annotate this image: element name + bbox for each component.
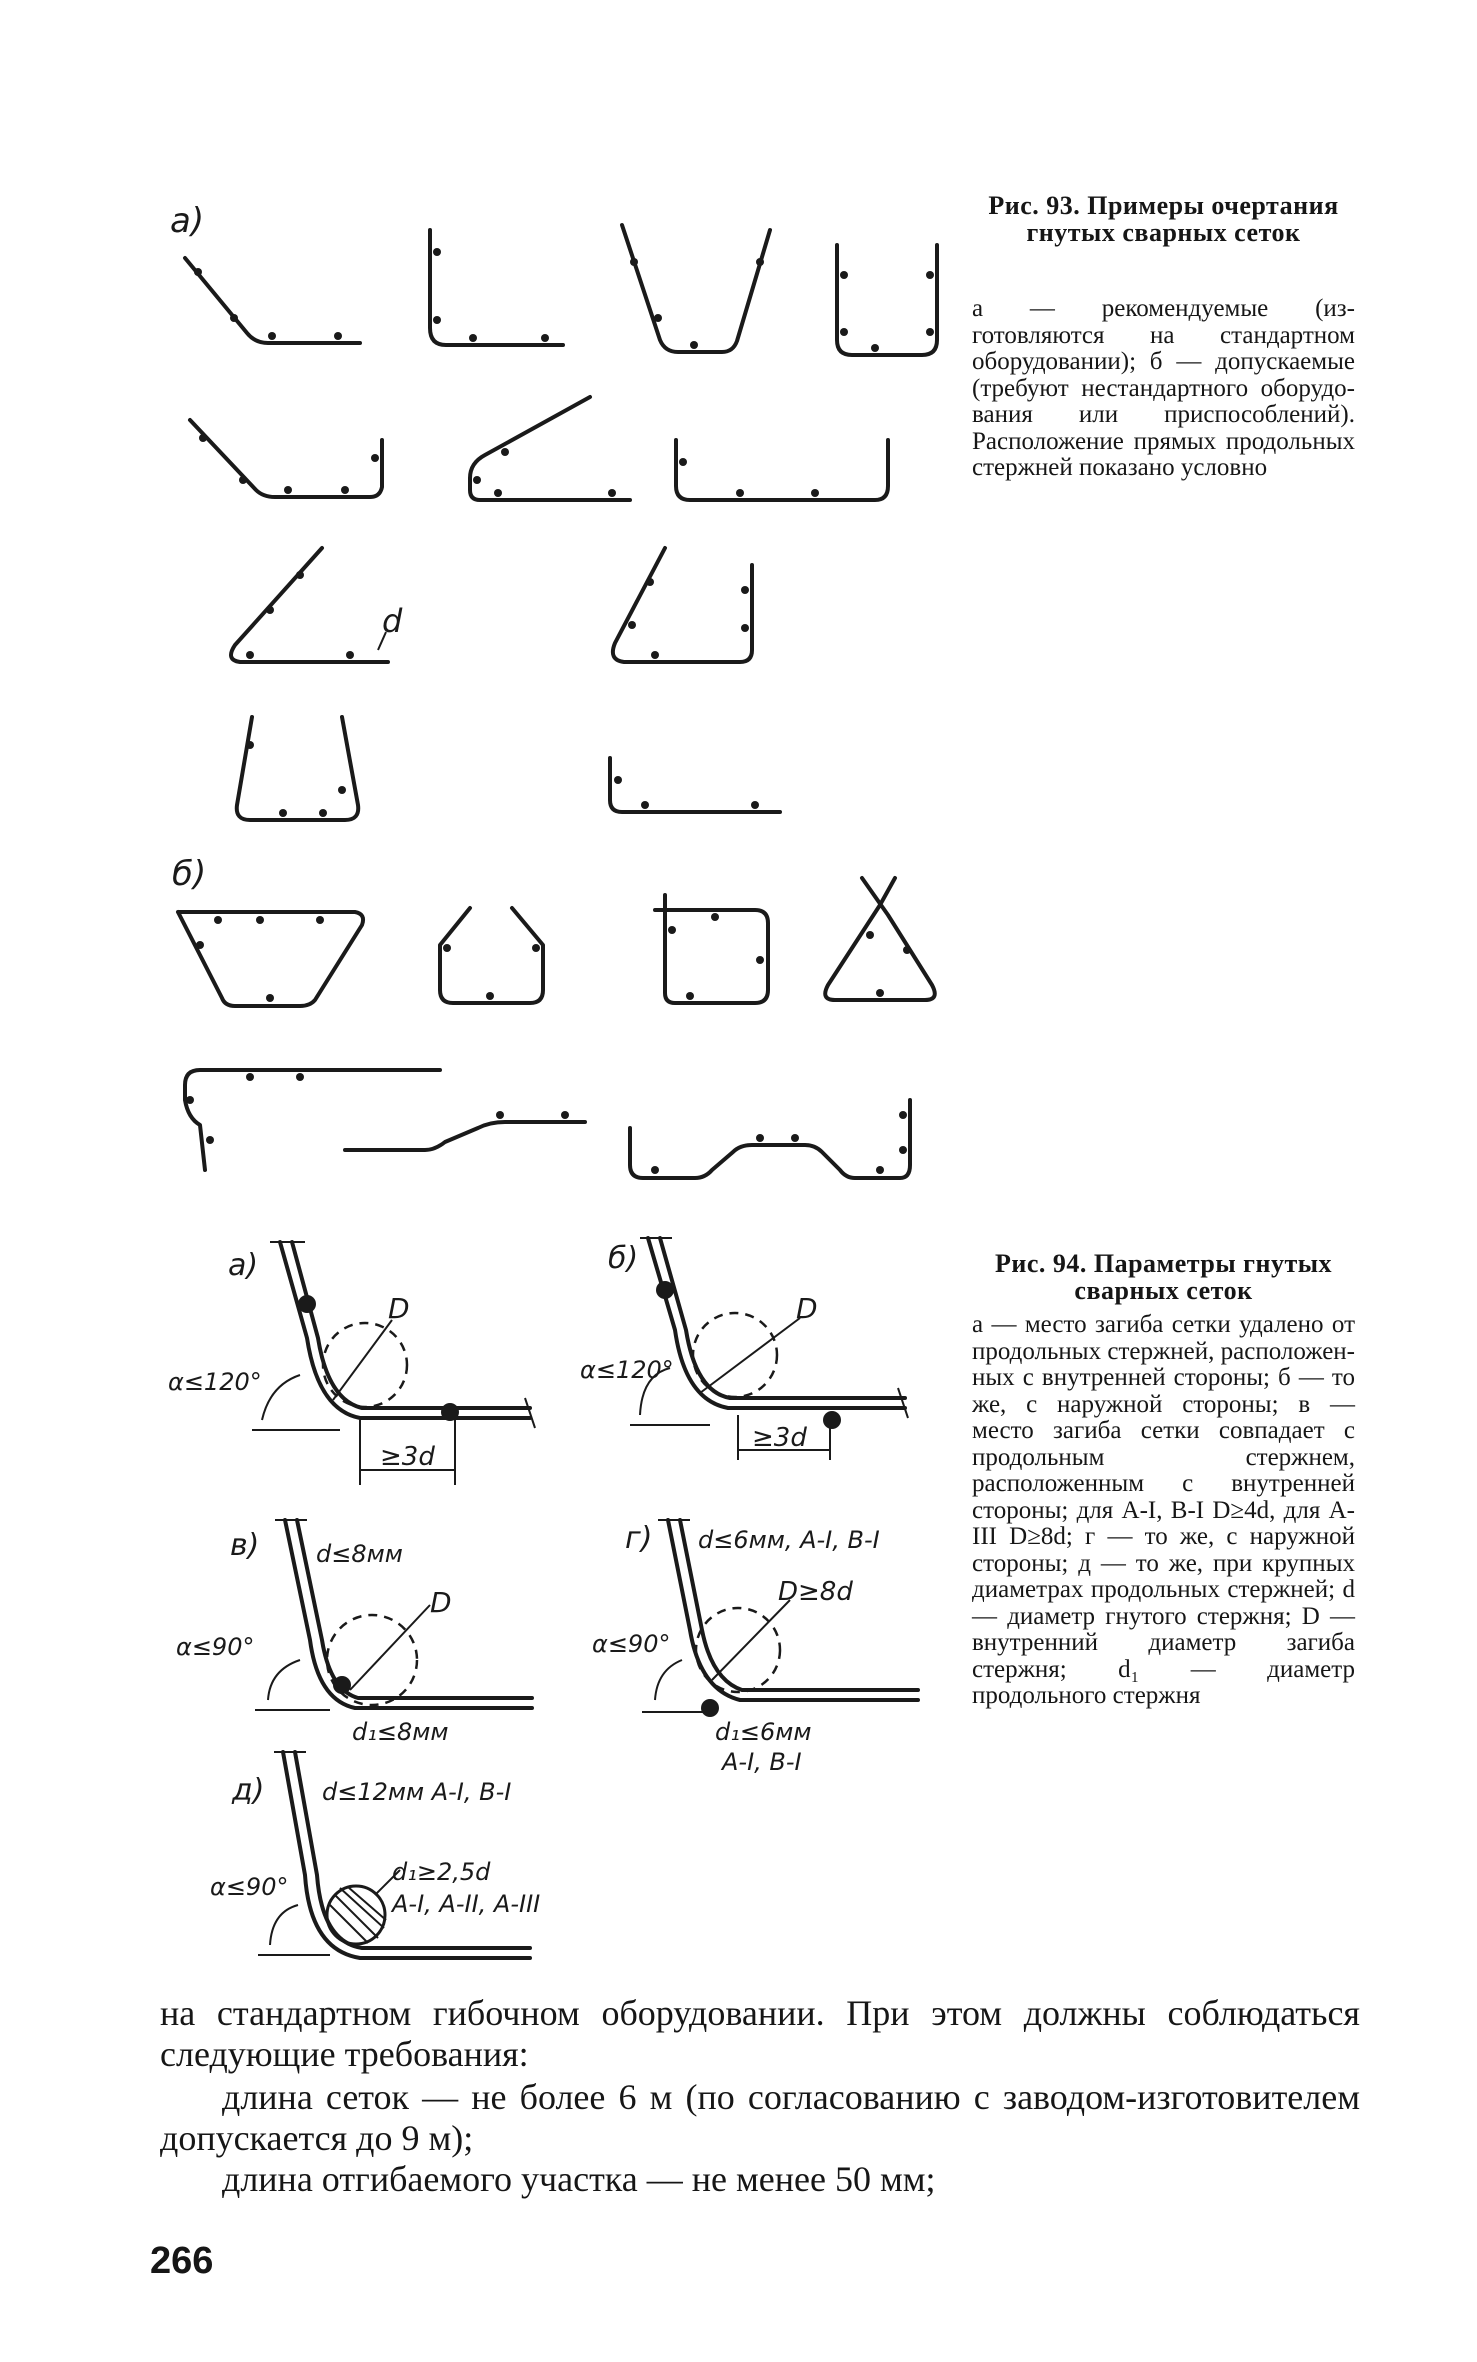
fig94-caption: а — место загиба сетки удалено от продольных стержней, расположенных с внутренней стороны; б — то же, с наружной стороны; в — место загиба сетки совпадает с продольным стержнем, расположенным с внутренней стороны; для A-I, B-I D≥4d, для A-III D≥8d; г — то же, с наружной стороны; д — то же, при крупных диаметрах продольных стержней; d — диаметр гнутого стержня; D — внутренний диаметр загиба стержня; d₁ — диаметр продольного стержня <box>972 1311 1355 1709</box>
panel-d <box>210 1752 540 1958</box>
svg-text:d≤12мм А-I, В-I: d≤12мм А-I, В-I <box>322 1778 512 1806</box>
svg-text:≥3d: ≥3d <box>752 1423 807 1453</box>
page-number: 266 <box>150 2240 214 2282</box>
svg-text:α≤120°: α≤120° <box>168 1368 262 1396</box>
svg-text:А-I, В-I: А-I, В-I <box>722 1748 802 1776</box>
longitudinal-bar <box>823 1411 841 1429</box>
fig93-caption: а — рекомендуемые (изготовляются на стандартном оборудовании); б — допускаемые (требуют нестандартного оборудования или приспособлений). Расположение прямых продольных стержней показано условно <box>972 295 1355 481</box>
fig93-label-b: б) <box>172 854 207 894</box>
panel-a <box>168 1242 535 1485</box>
svg-text:α≤90°: α≤90° <box>176 1633 255 1661</box>
svg-text:d₁≤6мм: d₁≤6мм <box>715 1718 812 1746</box>
longitudinal-bar <box>298 1295 316 1313</box>
fig93-label-a: а) <box>170 201 205 241</box>
svg-text:в): в) <box>230 1528 260 1563</box>
svg-text:а): а) <box>228 1248 259 1283</box>
body-paragraph-3: длина отгибаемого участка — не менее 50 мм; <box>222 2159 936 2199</box>
svg-text:D: D <box>388 1292 410 1325</box>
svg-text:d₁≥2,5d: d₁≥2,5d <box>392 1858 491 1886</box>
svg-text:D≥8d: D≥8d <box>778 1577 853 1607</box>
fig93-title: Рис. 93. Примеры очертания гнутых сварных сеток <box>988 191 1339 247</box>
svg-text:D: D <box>430 1586 452 1619</box>
svg-text:г): г) <box>625 1521 653 1556</box>
body-paragraph-1: на стандартном гибочном оборудовании. При этом должны соблюдаться следующие требования: <box>160 1993 1360 2074</box>
longitudinal-bar <box>701 1699 719 1717</box>
fig93-label-d: d <box>382 602 403 640</box>
panel-g <box>592 1520 918 1776</box>
svg-text:α≤90°: α≤90° <box>592 1630 671 1658</box>
panel-v <box>176 1520 532 1746</box>
panel-b <box>580 1238 908 1460</box>
svg-text:α≤90°: α≤90° <box>210 1873 289 1901</box>
svg-text:d≤8мм: d≤8мм <box>316 1540 403 1568</box>
svg-text:α≤120°: α≤120° <box>580 1356 674 1384</box>
svg-text:≥3d: ≥3d <box>380 1442 435 1472</box>
longitudinal-bar <box>441 1403 459 1421</box>
svg-text:D: D <box>796 1292 818 1325</box>
fig94-title: Рис. 94. Параметры гнутых сварных сеток <box>994 1249 1333 1305</box>
svg-text:d≤6мм, А-I, В-I: d≤6мм, А-I, В-I <box>698 1526 880 1554</box>
body-paragraph-2: длина сеток — не более 6 м (по согласованию с заводом-изготовителем допускается до 9 м); <box>160 2077 1360 2158</box>
svg-text:д): д) <box>232 1773 265 1808</box>
longitudinal-bar <box>656 1281 674 1299</box>
svg-text:б): б) <box>608 1241 639 1276</box>
svg-text:А-I, А-II, А-III: А-I, А-II, А-III <box>392 1890 541 1918</box>
svg-text:d₁≤8мм: d₁≤8мм <box>352 1718 449 1746</box>
